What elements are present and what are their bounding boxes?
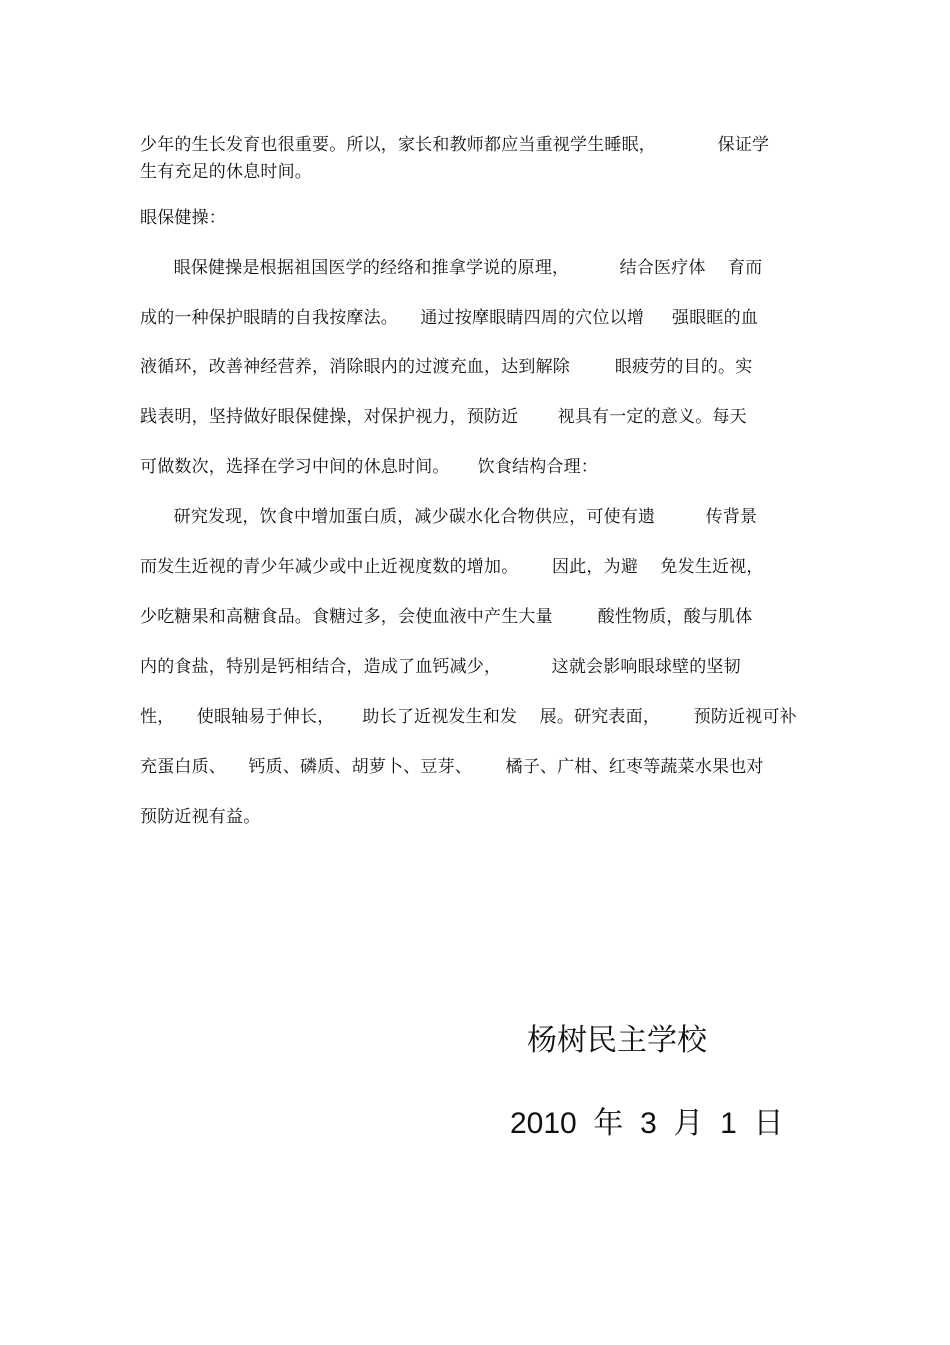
paragraph-line: 研究发现，饮食中增加蛋白质，减少碳水化合物供应，可使有遗 传背景: [140, 507, 758, 527]
paragraph-line: 预防近视有益。: [140, 807, 261, 827]
paragraph-line: 成的一种保护眼睛的自我按摩法。 通过按摩眼睛四周的穴位以增 强眼眶的血: [140, 308, 759, 328]
school-name: 杨树民主学校: [527, 1023, 707, 1058]
section-heading: 眼保健操：: [140, 208, 226, 228]
paragraph-line: 践表明，坚持做好眼保健操，对保护视力，预防近 视具有一定的意义。每天: [140, 407, 747, 427]
paragraph-line: 眼保健操是根据祖国医学的经络和推拿学说的原理， 结合医疗体 育而: [140, 258, 763, 278]
paragraph-line: 生有充足的休息时间。: [140, 162, 312, 182]
paragraph-line: 而发生近视的青少年减少或中止近视度数的增加。 因此，为避 免发生近视，: [140, 557, 764, 577]
signature-date: 2010 年 3 月 1 日: [510, 1107, 784, 1140]
paragraph-line: 可做数次，选择在学习中间的休息时间。 饮食结构合理：: [140, 457, 599, 477]
paragraph-line: 充蛋白质、 钙质、磷质、胡萝卜、豆芽、 橘子、广柑、红枣等蔬菜水果也对: [140, 757, 764, 777]
paragraph-line: 性， 使眼轴易于伸长， 助长了近视发生和发 展。研究表面， 预防近视可补: [140, 707, 797, 727]
paragraph-line: 液循环，改善神经营养，消除眼内的过渡充血，达到解除 眼疲劳的目的。实: [140, 357, 753, 377]
paragraph-line: 内的食盐，特别是钙相结合，造成了血钙减少， 这就会影响眼球壁的坚韧: [140, 657, 741, 677]
paragraph-line: 少吃糖果和高糖食品。食糖过多，会使血液中产生大量 酸性物质，酸与肌体: [140, 607, 753, 627]
paragraph-line: 少年的生长发育也很重要。所以，家长和教师都应当重视学生睡眠， 保证学: [140, 135, 770, 155]
